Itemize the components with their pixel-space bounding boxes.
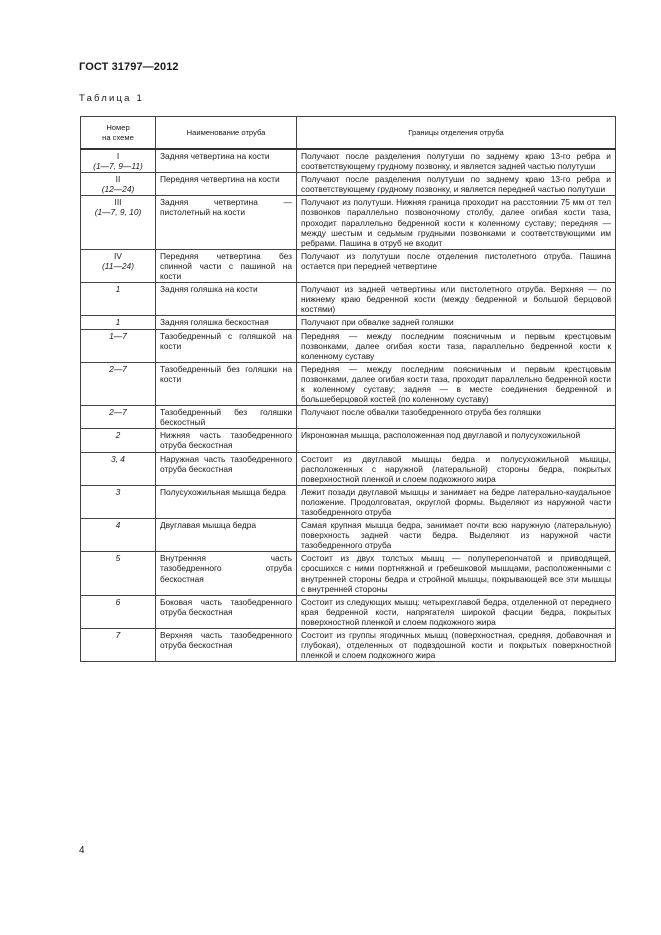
scheme-number-cell bbox=[81, 519, 156, 552]
scheme-reference: 1 bbox=[115, 317, 121, 328]
table-row bbox=[81, 406, 616, 429]
cut-name-cell: Передняя четвертина без спинной части с пашиной на кости bbox=[156, 249, 297, 282]
table-row bbox=[81, 329, 616, 362]
header-cut-name: Наименование отруба bbox=[156, 117, 297, 150]
cut-bounds-cell: Самая крупная мышца бедра, занимает почти всю наружную (латеральную) поверхность задней части бедра. Выделяют из наружной части тазобедренного отруба bbox=[297, 519, 616, 552]
cut-bounds-cell: Состоит из группы ягодичных мышц (поверхностная, средняя, добавочная и глубокая), отделенных от подвздошной кости и покрытых поверхностной пленкой и слоем подкожного жира bbox=[297, 629, 616, 662]
scheme-reference: 2—7 bbox=[109, 407, 127, 418]
roman-numeral: III bbox=[114, 197, 122, 208]
scheme-reference: (11—24) bbox=[102, 260, 134, 271]
scheme-reference: (1—7, 9—11) bbox=[93, 161, 143, 172]
scheme-reference: 2 bbox=[115, 430, 121, 441]
scheme-reference: 6 bbox=[115, 596, 121, 607]
table-row bbox=[81, 149, 616, 173]
table-row bbox=[81, 519, 616, 552]
table-row bbox=[81, 316, 616, 329]
cut-bounds-cell: Состоит из двух толстых мышц — полуперепончатой и приводящей, сросшихся с ними портняжной и гребешковой мышцами, расположенными с внутренней стороны бедра и стройной мышцы, покрывающей все эти мышцы с внутренней стороны bbox=[297, 552, 616, 595]
scheme-number-cell bbox=[81, 173, 156, 196]
scheme-reference: 4 bbox=[115, 520, 121, 531]
cut-name-cell: Передняя четвертина на кости bbox=[156, 173, 297, 196]
roman-numeral: IV bbox=[114, 250, 122, 261]
cut-name-cell: Задняя четвертина — пистолетный на кости bbox=[156, 196, 297, 249]
cut-name-cell: Задняя голяшка бескостная bbox=[156, 316, 297, 329]
scheme-reference: (1—7, 9, 10) bbox=[94, 207, 142, 218]
table-header-row bbox=[81, 117, 616, 150]
scheme-reference: 3 bbox=[115, 486, 121, 497]
scheme-number-cell bbox=[81, 595, 156, 628]
scheme-number-cell bbox=[81, 249, 156, 282]
scheme-number-cell bbox=[81, 552, 156, 595]
roman-numeral: II bbox=[115, 174, 121, 185]
scheme-reference: 1 bbox=[115, 284, 121, 295]
table-row bbox=[81, 362, 616, 405]
cut-name-cell: Боковая часть тазобедренного отруба бескостная bbox=[156, 595, 297, 628]
scheme-number-cell bbox=[81, 283, 156, 316]
cut-name-cell: Двуглавая мышца бедра bbox=[156, 519, 297, 552]
header-scheme-number: Номер на схеме bbox=[81, 117, 156, 150]
table-row bbox=[81, 429, 616, 452]
scheme-reference: 3, 4 bbox=[111, 453, 125, 464]
scheme-number-cell bbox=[81, 452, 156, 485]
scheme-number-cell bbox=[81, 362, 156, 405]
scheme-number-cell bbox=[81, 196, 156, 249]
cut-name-cell: Полусухожильная мышца бедра bbox=[156, 485, 297, 518]
scheme-number-cell bbox=[81, 429, 156, 452]
cut-name-cell: Тазобедренный без голяшки на кости bbox=[156, 362, 297, 405]
cut-bounds-cell: Икроножная мышца, расположенная под двуглавой и полусухожильной bbox=[297, 429, 616, 452]
scheme-number-cell bbox=[81, 316, 156, 329]
table-row bbox=[81, 485, 616, 518]
table-row bbox=[81, 552, 616, 595]
scheme-number-cell bbox=[81, 485, 156, 518]
table-row bbox=[81, 595, 616, 628]
page-number: 4 bbox=[79, 845, 85, 856]
cut-bounds-cell: Состоит из двуглавой мышцы бедра и полусухожильной мышцы, расположенных с наружной (латеральной) стороны бедра, покрытых поверхностной пленкой и слоем подкожного жира bbox=[297, 452, 616, 485]
cut-name-cell: Тазобедренный без голяшки бескостный bbox=[156, 406, 297, 429]
cut-bounds-cell: Передняя — между последним поясничным и первым крестцовым позвонками, далее огибая кости таза, проходит параллельно бедренной кости к коленному суставу; задняя — в месте соединения бедренной и большеберцовой костей (по коленному суставу) bbox=[297, 362, 616, 405]
cut-bounds-cell: Состоит из следующих мышц: четырехглавой бедра, отделенной от переднего края бедренной кости, напрягателя широкой фасции бедра, покрытых поверхностной пленкой и слоем подкожного жира bbox=[297, 595, 616, 628]
header-cut-bounds: Границы отделения отруба bbox=[297, 117, 616, 150]
cut-bounds-cell: Получают при обвалке задней голяшки bbox=[297, 316, 616, 329]
cut-name-cell: Наружная часть тазобедренного отруба бескостная bbox=[156, 452, 297, 485]
cut-bounds-cell: Получают из полутуши после отделения пистолетного отруба. Пашина остается при передней четвертине bbox=[297, 249, 616, 282]
scheme-reference: 5 bbox=[115, 553, 121, 564]
scheme-reference: (12—24) bbox=[101, 184, 135, 195]
scheme-reference: 7 bbox=[115, 630, 121, 641]
table-row bbox=[81, 196, 616, 249]
standard-title: ГОСТ 31797—2012 bbox=[79, 61, 179, 73]
scheme-number-cell bbox=[81, 629, 156, 662]
scheme-number-cell bbox=[81, 149, 156, 173]
cut-name-cell: Тазобедренный с голяшкой на кости bbox=[156, 329, 297, 362]
cuts-table bbox=[80, 116, 616, 662]
table-caption: Таблица 1 bbox=[79, 93, 144, 104]
table-row bbox=[81, 173, 616, 196]
table-row bbox=[81, 629, 616, 662]
cut-name-cell: Внутренняя часть тазобедренного отруба бескостная bbox=[156, 552, 297, 595]
table-row bbox=[81, 452, 616, 485]
table-row bbox=[81, 283, 616, 316]
cut-name-cell: Задняя четвертина на кости bbox=[156, 149, 297, 173]
roman-numeral: I bbox=[116, 151, 120, 161]
cut-name-cell: Нижняя часть тазобедренного отруба бескостная bbox=[156, 429, 297, 452]
table-row bbox=[81, 249, 616, 282]
cut-bounds-cell: Получают из полутуши. Нижняя граница проходит на расстоянии 75 мм от тел позвонков параллельно позвоночному столбу, далее огибая кости таза, проходит параллельно бедренной кости к коленному суставу; передняя — между шестым и седьмым грудными позвонками и соответствующими им ребрами. Пашина в отруб не входит bbox=[297, 196, 616, 249]
scheme-reference: 2—7 bbox=[109, 363, 127, 374]
cut-bounds-cell: Лежит позади двуглавой мышцы и занимает на бедре латерально-каудальное положение. Продолговатая, округлой формы. Выделяют из наружной части тазобедренного отруба bbox=[297, 485, 616, 518]
cut-name-cell: Задняя голяшка на кости bbox=[156, 283, 297, 316]
scheme-number-cell bbox=[81, 406, 156, 429]
cut-bounds-cell: Получают после обвалки тазобедренного отруба без голяшки bbox=[297, 406, 616, 429]
cut-bounds-cell: Получают после разделения полутуши по заднему краю 13-го ребра и соответствующему грудному позвонку, и является передней частью полутуши bbox=[297, 173, 616, 196]
cut-name-cell: Верхняя часть тазобедренного отруба бескостная bbox=[156, 629, 297, 662]
cut-bounds-cell: Получают после разделения полутуши по заднему краю 13-го ребра и соответствующему грудному позвонку, и является задней частью полутуши bbox=[297, 149, 616, 173]
scheme-number-cell bbox=[81, 329, 156, 362]
scheme-reference: 1—7 bbox=[109, 330, 127, 341]
cut-bounds-cell: Получают из задней четвертины или пистолетного отруба. Верхняя — по нижнему краю бедренной кости (между бедренной и большой берцовой костями) bbox=[297, 283, 616, 316]
cut-bounds-cell: Передняя — между последним поясничным и первым крестцовым позвонками, далее огибая кости таза, параллельно бедренной кости к коленному суставу bbox=[297, 329, 616, 362]
